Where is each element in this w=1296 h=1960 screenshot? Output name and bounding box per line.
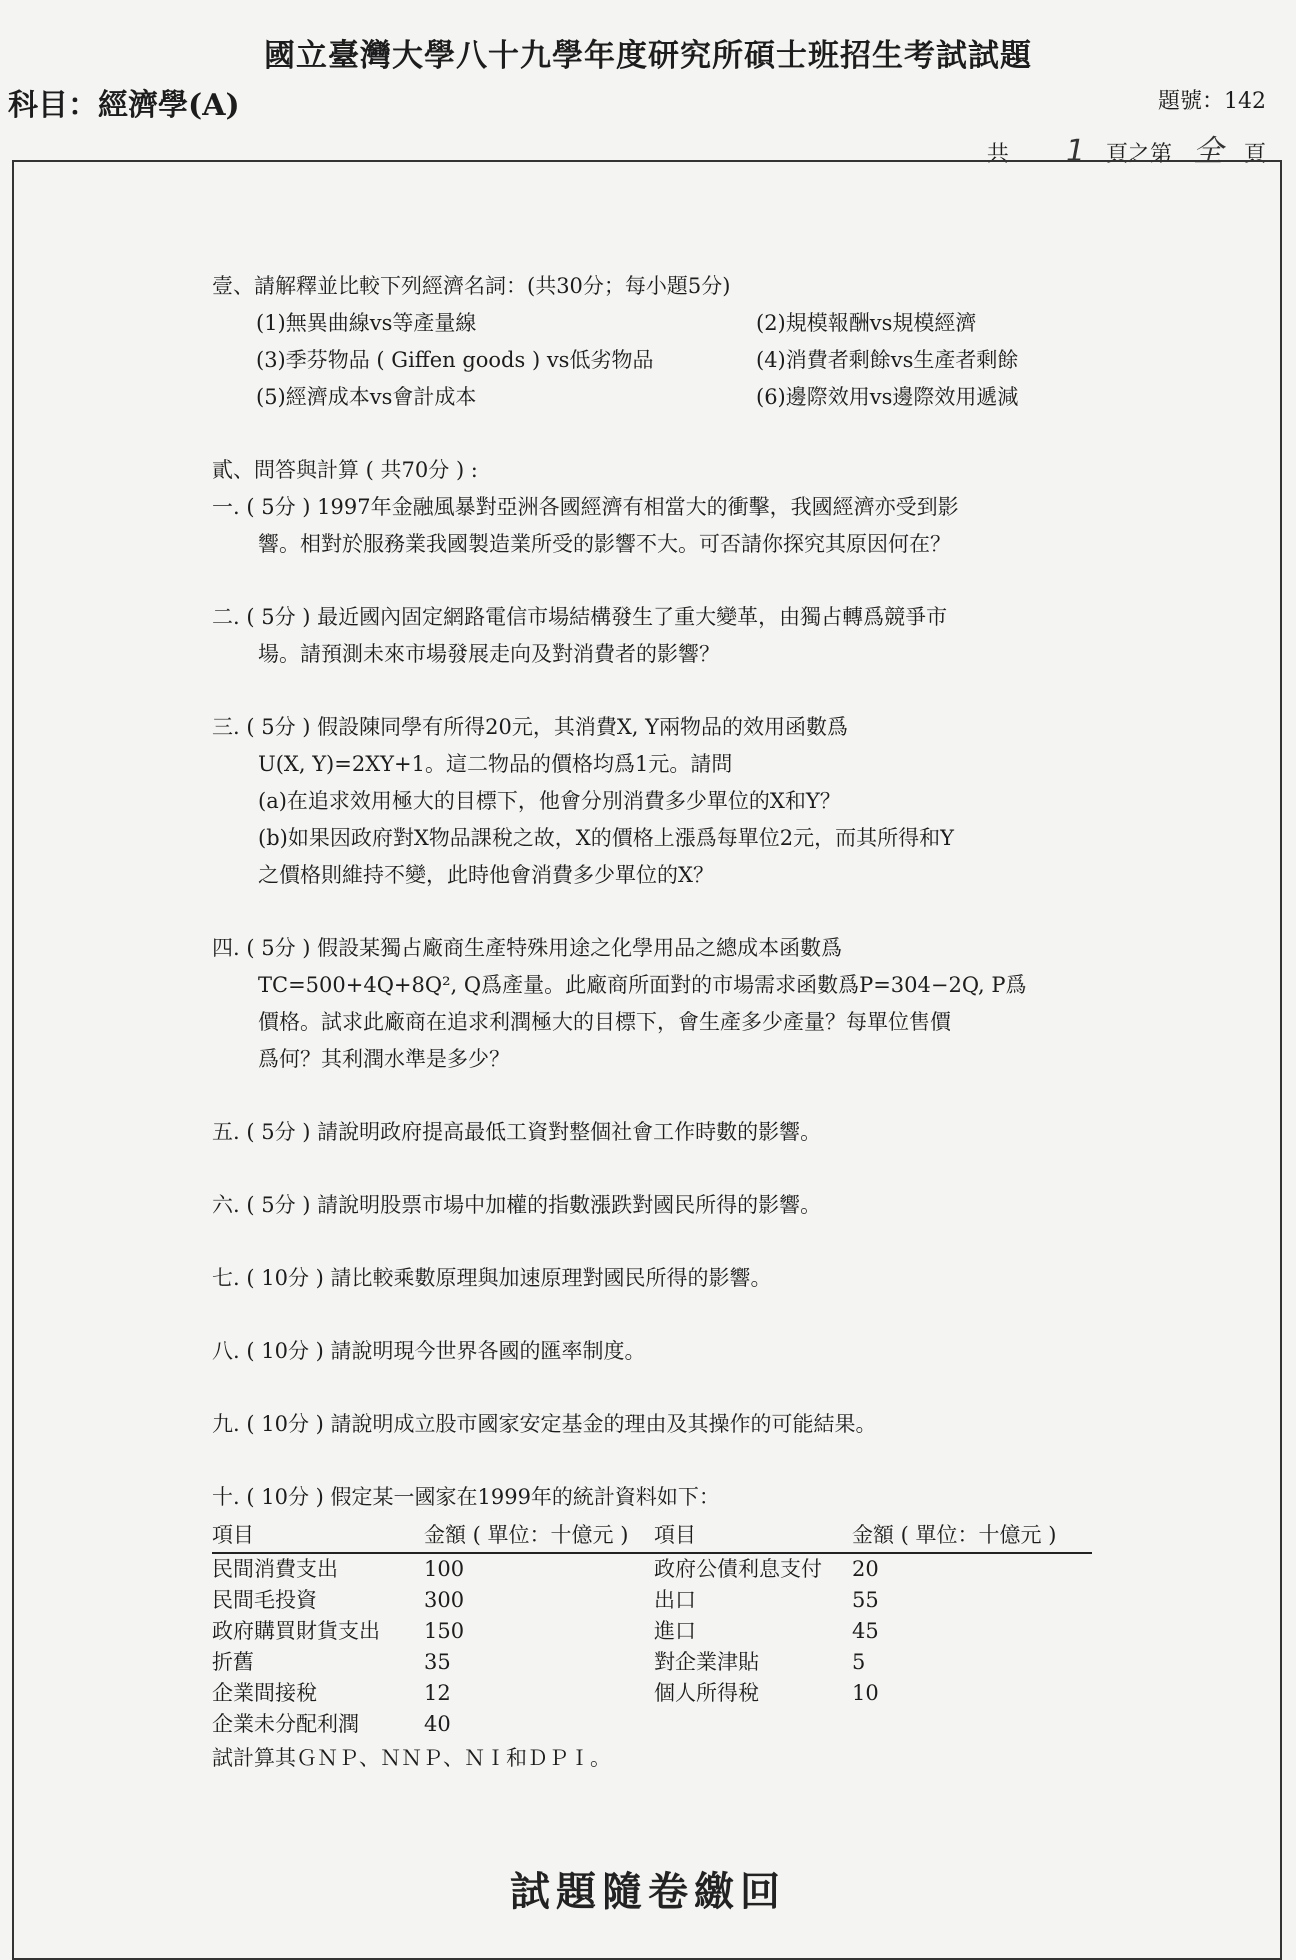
term-list bbox=[212, 305, 1072, 416]
question-10 bbox=[212, 1479, 1072, 1777]
closing-stamp: 試題隨卷繳回 bbox=[510, 1868, 786, 1915]
term-item: (3)季芬物品 ( Giffen goods ) vs低劣物品 bbox=[256, 348, 654, 372]
table-row bbox=[212, 1678, 1092, 1709]
part1-section bbox=[212, 268, 1072, 416]
term-item: (6)邊際效用vs邊際效用遞減 bbox=[756, 385, 1019, 409]
term-item: (4)消費者剩餘vs生產者剩餘 bbox=[756, 348, 1019, 372]
table-cell: 折舊 bbox=[212, 1650, 254, 1674]
table-row bbox=[212, 1709, 1092, 1740]
question-3 bbox=[212, 709, 1072, 894]
table-cell: 150 bbox=[424, 1619, 465, 1643]
table-row bbox=[212, 1553, 1092, 1585]
question-line: 三. ( 5分 ) 假設陳同學有所得20元，其消費X, Y兩物品的效用函數爲 bbox=[212, 715, 849, 739]
statistics-table bbox=[212, 1518, 1092, 1740]
exam-title: 國立臺灣大學八十九學年度研究所碩士班招生考試試題 bbox=[264, 38, 1032, 74]
page-total-handwritten: 1 bbox=[1065, 134, 1085, 169]
table-cell: 民間毛投資 bbox=[212, 1588, 317, 1612]
table-cell: 20 bbox=[852, 1557, 879, 1581]
table-cell: 政府公債利息支付 bbox=[654, 1557, 822, 1581]
table-cell: 35 bbox=[424, 1650, 451, 1674]
part2-heading: 貳、問答與計算 ( 共70分 ) : bbox=[212, 458, 478, 482]
question-9: 九. ( 10分 ) 請說明成立股市國家安定基金的理由及其操作的可能結果。 bbox=[212, 1412, 877, 1436]
question-line: 價格。試求此廠商在追求利潤極大的目標下，會生產多少產量？每單位售價 bbox=[258, 1010, 951, 1034]
table-cell: 企業未分配利潤 bbox=[212, 1712, 359, 1736]
table-cell: 對企業津貼 bbox=[654, 1650, 759, 1674]
question-line: TC=500+4Q+8Q², Q爲產量。此廠商所面對的市場需求函數爲P=304−2Q, P爲 bbox=[258, 973, 1027, 997]
term-item: (1)無異曲線vs等產量線 bbox=[256, 311, 477, 335]
question-5: 五. ( 5分 ) 請說明政府提高最低工資對整個社會工作時數的影響。 bbox=[212, 1120, 822, 1144]
question-line: (b)如果因政府對X物品課稅之故，X的價格上漲爲每單位2元，而其所得和Y bbox=[258, 826, 954, 850]
table-cell: 民間消費支出 bbox=[212, 1557, 338, 1581]
term-item: (5)經濟成本vs會計成本 bbox=[256, 385, 477, 409]
question-line: U(X, Y)=2XY+1。這二物品的價格均爲1元。請問 bbox=[258, 752, 733, 776]
question-line: 四. ( 5分 ) 假設某獨占廠商生產特殊用途之化學用品之總成本函數爲 bbox=[212, 936, 843, 960]
question-8: 八. ( 10分 ) 請說明現今世界各國的匯率制度。 bbox=[212, 1339, 646, 1363]
question-4 bbox=[212, 930, 1072, 1078]
question-line: 場。請預測未來市場發展走向及對消費者的影響？ bbox=[258, 642, 720, 666]
question-line: 之價格則維持不變，此時他會消費多少單位的X？ bbox=[258, 863, 714, 887]
table-cell: 出口 bbox=[654, 1588, 696, 1612]
question-10-task: 試計算其ＧＮＰ、ＮＮＰ、ＮＩ和ＤＰＩ。 bbox=[212, 1746, 611, 1770]
table-cell: 12 bbox=[424, 1681, 451, 1705]
table-cell: 政府購買財貨支出 bbox=[212, 1619, 380, 1643]
column-header: 項目 bbox=[654, 1518, 852, 1553]
table-cell: 5 bbox=[852, 1650, 866, 1674]
table-cell: 企業間接稅 bbox=[212, 1681, 317, 1705]
table-cell bbox=[852, 1709, 1092, 1740]
table-cell: 300 bbox=[424, 1588, 465, 1612]
column-header: 金額 ( 單位：十億元 ) bbox=[424, 1518, 654, 1553]
question-2 bbox=[212, 599, 1072, 673]
page-suffix: 頁 bbox=[1243, 142, 1266, 167]
table-header-row bbox=[212, 1518, 1092, 1553]
question-line: 響。相對於服務業我國製造業所受的影響不大。可否請你探究其原因何在？ bbox=[258, 532, 951, 556]
table-cell bbox=[654, 1709, 852, 1740]
question-line: 爲何？其利潤水準是多少？ bbox=[258, 1047, 510, 1071]
part1-heading: 壹、請解釋並比較下列經濟名詞：(共30分；每小題5分) bbox=[212, 274, 731, 298]
exam-content bbox=[212, 268, 1072, 1777]
question-7: 七. ( 10分 ) 請比較乘數原理與加速原理對國民所得的影響。 bbox=[212, 1266, 772, 1290]
subject-label: 科目：經濟學(A) bbox=[8, 88, 240, 123]
question-10-intro: 十. ( 10分 ) 假定某一國家在1999年的統計資料如下： bbox=[212, 1485, 720, 1509]
table-cell: 40 bbox=[424, 1712, 451, 1736]
table-cell: 進口 bbox=[654, 1619, 696, 1643]
table-cell: 55 bbox=[852, 1588, 879, 1612]
question-line: 二. ( 5分 ) 最近國內固定網路電信市場結構發生了重大變革，由獨占轉爲競爭市 bbox=[212, 605, 948, 629]
table-cell: 個人所得稅 bbox=[654, 1681, 759, 1705]
question-1 bbox=[212, 489, 1072, 563]
table-row bbox=[212, 1616, 1092, 1647]
question-line: (a)在追求效用極大的目標下，他會分別消費多少單位的X和Y？ bbox=[258, 789, 841, 813]
term-item: (2)規模報酬vs規模經濟 bbox=[756, 311, 977, 335]
page-current-handwritten: 全 bbox=[1192, 134, 1223, 169]
page-mid: 頁之第 bbox=[1105, 142, 1172, 167]
table-cell: 45 bbox=[852, 1619, 879, 1643]
table-row bbox=[212, 1585, 1092, 1616]
page-prefix: 共 bbox=[986, 142, 1009, 167]
question-number: 題號：142 bbox=[1158, 89, 1266, 114]
column-header: 項目 bbox=[212, 1518, 424, 1553]
table-cell: 10 bbox=[852, 1681, 879, 1705]
table-row bbox=[212, 1647, 1092, 1678]
question-line: 一. ( 5分 ) 1997年金融風暴對亞洲各國經濟有相當大的衝擊，我國經濟亦受到影 bbox=[212, 495, 959, 519]
table-cell: 100 bbox=[424, 1557, 465, 1581]
column-header: 金額 ( 單位：十億元 ) bbox=[852, 1518, 1092, 1553]
question-6: 六. ( 5分 ) 請說明股票市場中加權的指數漲跌對國民所得的影響。 bbox=[212, 1193, 822, 1217]
part2-section bbox=[212, 452, 1072, 1777]
